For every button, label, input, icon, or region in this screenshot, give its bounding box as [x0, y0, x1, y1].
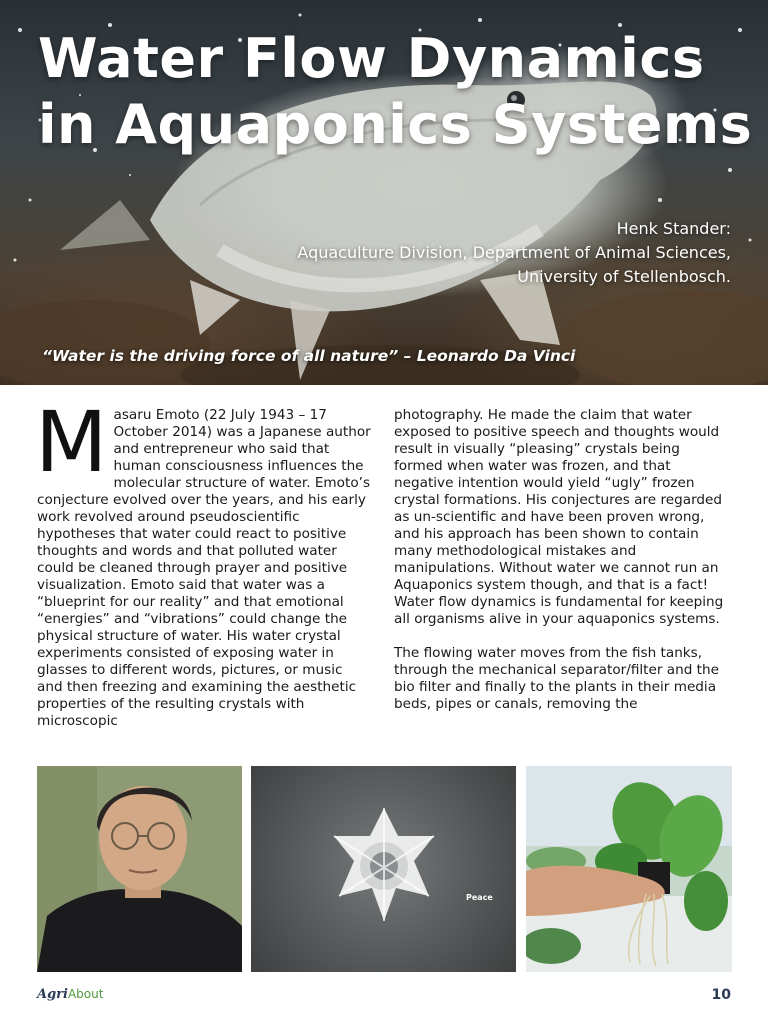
ice-crystal-image — [251, 766, 516, 972]
author-affiliation-line-1: Aquaculture Division, Department of Animal Sciences, — [297, 243, 731, 262]
article-title — [38, 26, 758, 158]
logo-about-text: About — [67, 987, 104, 1001]
lettuce-in-hand-image — [526, 766, 732, 972]
article-paragraph-2: The flowing water moves from the fish tanks, through the mechanical separator/filter and the bio filter and finally to the plants in their media beds, pipes or canals, removing the — [394, 645, 719, 712]
portrait-photo — [37, 766, 242, 972]
hero-banner — [0, 0, 768, 385]
article-paragraph-1: photography. He made the claim that water exposed to positive speech and thoughts would result in visually “pleasing” crystals being formed when water was frozen, and that negative intention would yield “ugly” frozen crystal formations. His conjectures are regarded as un-scientific and have been proven wrong, and his approach has been shown to contain many methodological mistakes and manipulations. Without water we cannot run an Aquaponics system though, and that is a fact! Water flow dynamics is fundamental for keeping all organisms alive in your aquaponics systems. — [394, 407, 724, 627]
epigraph-quote: “Water is the driving force of all nature” – Leonardo Da Vinci — [42, 347, 576, 365]
author-byline — [297, 217, 731, 289]
publication-logo — [37, 987, 103, 1002]
man-portrait-image — [37, 766, 242, 972]
article-title-line-1: Water Flow Dynamics — [38, 27, 705, 90]
plant-roots-photo — [526, 766, 732, 972]
article-column-left — [35, 393, 372, 730]
article-title-line-2: in Aquaponics Systems — [38, 93, 753, 156]
author-name: Henk Stander: — [616, 219, 731, 238]
drop-cap: M — [35, 393, 108, 491]
crystal-caption: Peace — [466, 893, 493, 902]
page-number: 10 — [711, 987, 731, 1003]
water-crystal-photo — [251, 766, 516, 972]
article-paragraph — [35, 393, 372, 730]
left-column-text: asaru Emoto (22 July 1943 – 17 October 2014) was a Japanese author and entrepreneur who said that human consciousness influences the molecular structure of water. Emoto’s conjecture evolved over the years, and his early work revolved around pseudoscientific hypotheses that water could react to positive thoughts and words and that polluted water could be cleaned through prayer and positive visualization. Emoto said that water was a “blueprint for our reality” and that emotional “energies” and “vibrations” could change the physical structure of water. His water crystal experiments consisted of exposing water in glasses to different words, pictures, or music and then freezing and examining the aesthetic properties of the resulting crystals with microscopic — [37, 407, 371, 729]
author-affiliation-line-2: University of Stellenbosch. — [517, 267, 731, 286]
article-column-right — [394, 407, 729, 713]
logo-agri-text: Agri — [37, 987, 68, 1002]
